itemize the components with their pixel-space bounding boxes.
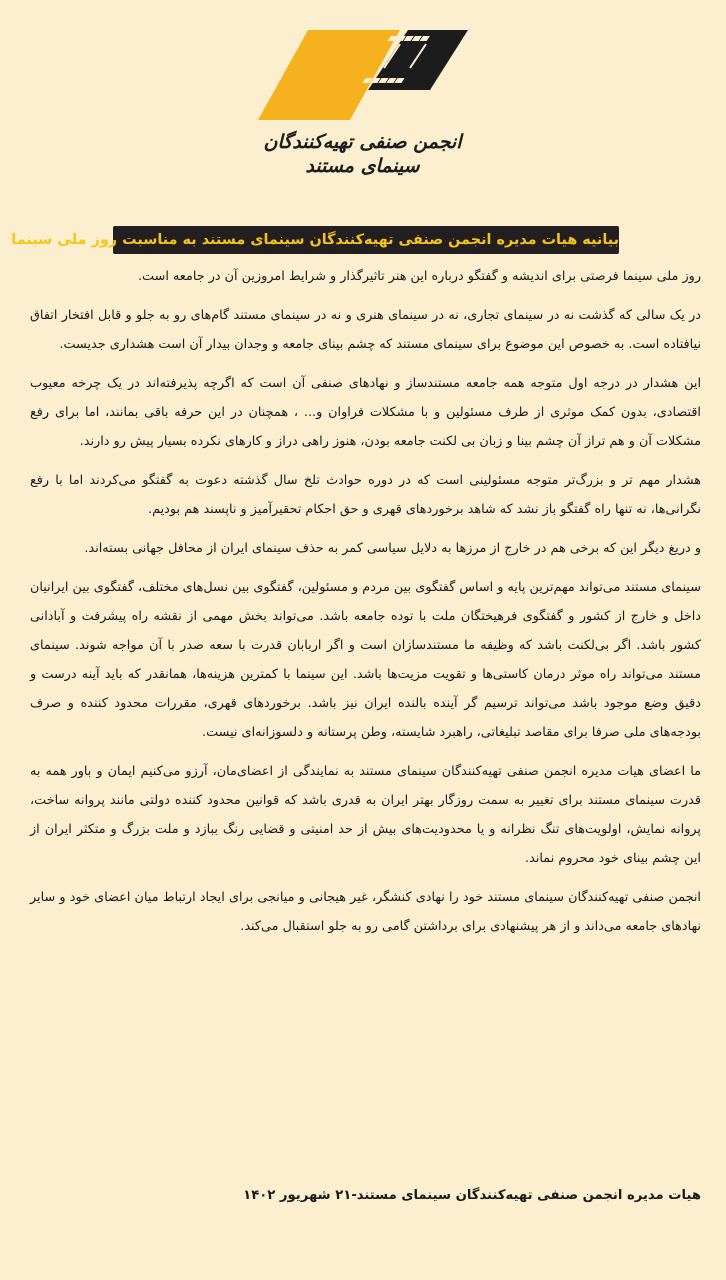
signature-line: هیات مدیره انجمن صنفی تهیه‌کنندگان سینمای مستند-۲۱ شهریور ۱۴۰۲ [243, 1188, 701, 1203]
paragraph: این هشدار در درجه اول متوجه همه جامعه مستندساز و نهادهای صنفی آن است که اگرچه پذیرفته‌اند در یک چرخه معیوب اقتصادی، بدون کمک موثری از طرف مسئولین و با مشکلات فراوان و... ، همچنان در این حرفه باقی بمانند، اما برای رفع مشکلات آن و هم تراز آن چشم بینا و زبان بی لکنت جامعه بودن، هنوز راهی دراز و کارهای نکرده بسیار پیش رو دارند. [30, 376, 701, 449]
statement-body [30, 262, 701, 951]
paragraph: در یک سالی که گذشت نه در سینمای تجاری، نه در سینمای هنری و نه در سینمای مستند گام‌های رو به جلو و قابل افتخار اتفاق نیافتاده است. به خصوص این موضوع برای سینمای مستند که چشم بینای جامعه و وجدان بیدار آن است هشداری جدیست. [30, 308, 701, 352]
paragraph: روز ملی سینما فرصتی برای اندیشه و گفتگو درباره این هنر تاثیرگذار و شرایط امروزین آن در جامعه است. [137, 269, 701, 284]
statement-title: بیانیه هیات مدیره انجمن صنفی تهیه‌کنندگان سینمای مستند به مناسبت روز ملی سینما [11, 232, 619, 248]
paragraph: و دریغ دیگر این که برخی هم در خارج از مرزها به دلایل سیاسی کمر به حذف سینمای ایران از محافل جهانی بسته‌اند. [84, 541, 701, 556]
paragraph: انجمن صنفی تهیه‌کنندگان سینمای مستند خود را نهادی کنشگر، غیر هیجانی و میانجی برای ایجاد ارتباط میان اعضای خود و سایر نهادهای جامعه می‌داند و از هر پیشنهادی برای برداشتن گامی رو به جلو استقبال می‌کند. [30, 890, 701, 934]
org-logo [250, 22, 475, 192]
statement-title-bar [11, 226, 619, 254]
paragraph: هشدار مهم تر و بزرگ‌تر متوجه مسئولینی است که در دوره حوادث تلخ سال گذشته دعوت به گفتگو می‌کردند اما با رفع نگرانی‌ها، نه تنها راه گفتگو باز نشد که شاهد برخوردهای قهری و حق احکام تحقیرآمیز و ناپسند هم بودیم. [30, 473, 701, 517]
film-strip-icon [250, 22, 475, 127]
logo-org-name: انجمن صنفی تهیه‌کنندگان سینمای مستند [263, 131, 462, 177]
paragraph: ما اعضای هیات مدیره انجمن صنفی تهیه‌کنندگان سینمای مستند به نمایندگی از اعضای‌مان، آرزو می‌کنیم ایمان و باور همه به قدرت سینمای مستند برای تغییر به سمت روزگار بهتر ایران به قدری باشد که قوانین محدود کننده دولتی مانند پروانه ساخت، پروانه نمایش، اولویت‌های تنگ نظرانه و یا محدودیت‌های بیش از حد امنیتی و قضایی رنگ ببازد و ملت بزرگ و متکثر ایران از این چشم بینای خود محروم نماند. [30, 764, 701, 866]
paragraph: سینمای مستند می‌تواند مهم‌ترین پایه و اساس گفتگوی بین مردم و مسئولین، گفتگوی بین نسل‌های مختلف، گفتگوی بین ایرانیان داخل و خارج از کشور و گفتگوی فرهیختگان ملت با توده جامعه باشد. می‌تواند بخش مهمی از نقشه راه پیشرفت و آبادانی کشور باشد. اگر بی‌لکنت باشد که وظیفه ما مستندسازان است و اگر اربابان قدرت با سعه صدر با آن مواجه شوند. سینمای مستند می‌تواند راه موثر درمان کاستی‌ها و تقویت مزیت‌ها باشد. این سینما با کمترین هزینه‌ها، همانقدر که باید آینه درست و دقیق وضع موجود باشد می‌تواند ترسیم گر آینده بالنده ایران نیز باشد. برخوردهای قهری، مقررات محدود کننده و صرف بودجه‌های ملی صرفا برای مقاصد تبلیغاتی، راهبرد شایسته، وطن پرستانه و دلسوزانه‌ای نیست. [30, 580, 701, 740]
